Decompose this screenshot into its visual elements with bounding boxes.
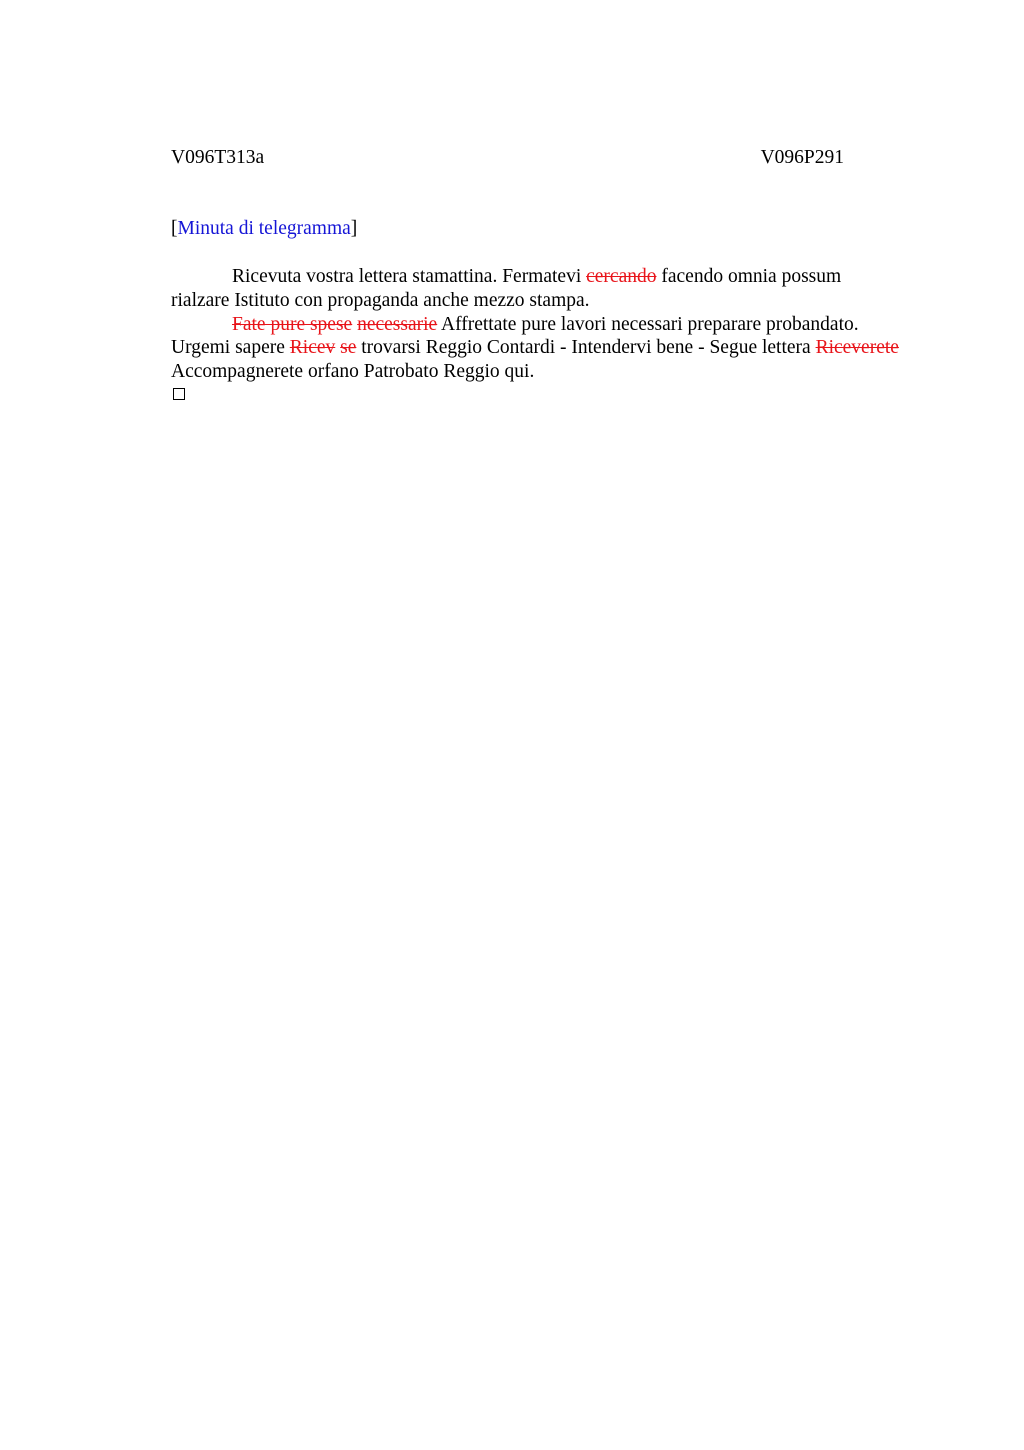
deleted-word: se xyxy=(340,337,357,359)
note-open-bracket: [ xyxy=(171,218,178,239)
text-segment: Accompagnerete orfano Patrobato Reggio qui. xyxy=(171,361,535,383)
text-segment: trovarsi Reggio Contardi - Intendervi bene - Segue lettera xyxy=(356,337,816,359)
deleted-word: necessarie xyxy=(357,313,438,335)
page-header xyxy=(171,146,844,170)
deleted-phrase: Fate pure spese xyxy=(232,313,353,335)
note-close-bracket: ] xyxy=(350,218,358,239)
empty-square-icon xyxy=(173,388,185,400)
deleted-word: Riceverete xyxy=(815,337,899,359)
deleted-word: Ricev xyxy=(289,337,336,359)
paragraph-2 xyxy=(171,313,901,384)
document-code-right: V096P291 xyxy=(760,147,844,168)
text-segment: Ricevuta vostra lettera stamattina. Fermatevi xyxy=(232,266,587,287)
text-segment: facendo omnia possum rialzare Istituto con propaganda anche mezzo stampa. xyxy=(171,266,842,311)
text-segment: Affrettate pure lavori necessari preparare probandato. Urgemi sapere xyxy=(171,313,859,359)
telegram-body xyxy=(171,265,901,384)
deleted-word: cercando xyxy=(586,266,657,287)
paragraph-1 xyxy=(171,265,901,313)
editorial-note xyxy=(171,217,357,241)
document-code-left: V096T313a xyxy=(171,147,265,168)
note-text: Minuta di telegramma xyxy=(177,218,351,239)
